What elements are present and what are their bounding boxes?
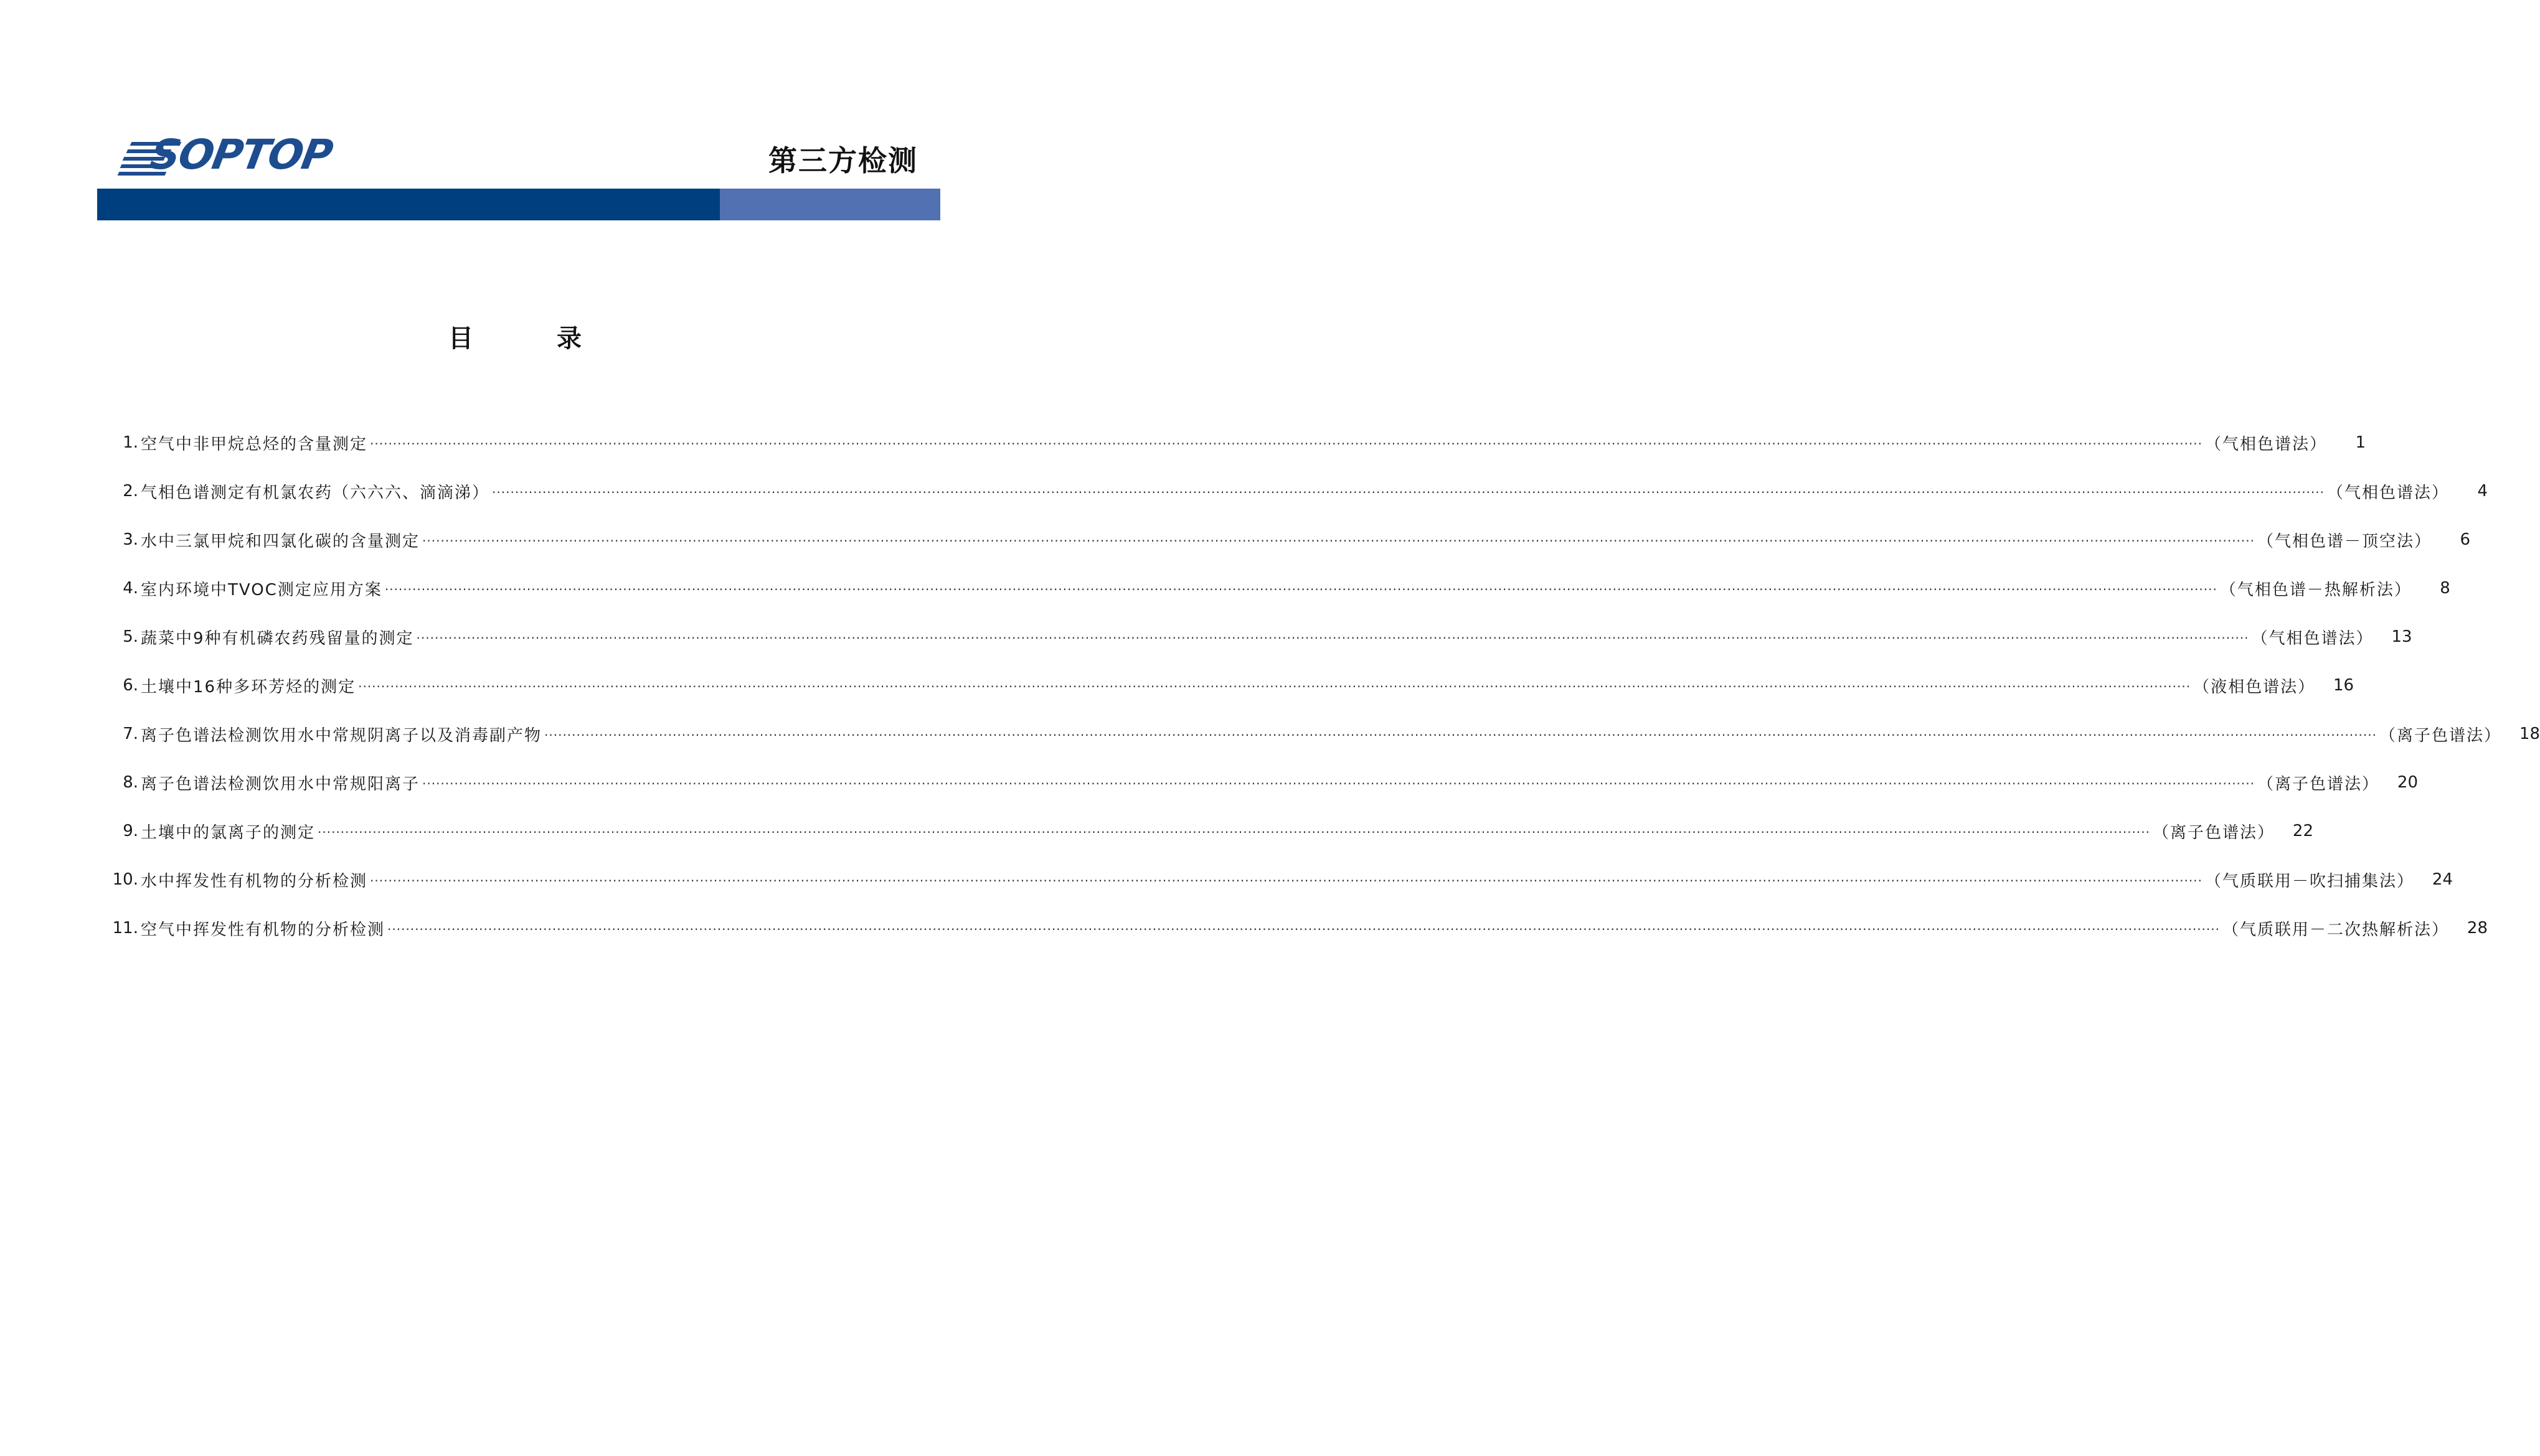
toc-entry-method: （气相色谱法）: [2251, 629, 2374, 648]
toc-entry[interactable]: [100, 515, 2470, 564]
toc-entry-method: （离子色谱法）: [2152, 823, 2275, 842]
toc-entry-method: （气相色谱－顶空法）: [2257, 532, 2432, 551]
toc-entry-number: 9.: [123, 822, 138, 840]
header-bar-dark: [97, 189, 720, 220]
toc-dot-leader: ················································································································································································································································································································································································································: [544, 728, 2377, 743]
toc-entry[interactable]: [100, 807, 2313, 855]
toc-entry-title: 室内环境中TVOC测定应用方案: [141, 580, 382, 599]
toc-entry-number: 2.: [123, 482, 138, 500]
toc-entry-method: （气质联用－吹扫捕集法）: [2204, 871, 2414, 891]
toc-entry-title: 水中挥发性有机物的分析检测: [141, 871, 368, 891]
toc-dot-leader: ················································································································································································································································································································································································································: [358, 679, 2191, 694]
toc-title: 目 录: [448, 324, 619, 353]
toc-entry-title: 气相色谱测定有机氯农药（六六六、滴滴涕）: [141, 483, 490, 502]
toc-entry-number: 6.: [123, 676, 138, 695]
toc-entry-method: （离子色谱法）: [2257, 774, 2379, 794]
toc-entry-number: 5.: [123, 627, 138, 646]
toc-entry-page: 22: [2292, 822, 2313, 840]
toc-entry-number: 11.: [112, 919, 138, 937]
toc-entry-title: 离子色谱法检测饮用水中常规阳离子: [141, 774, 420, 794]
toc-dot-leader: ················································································································································································································································································································································································································: [387, 922, 2220, 937]
toc-entry[interactable]: [100, 710, 2540, 758]
company-logo: [118, 131, 336, 179]
toc-dot-leader: ················································································································································································································································································································································································································: [384, 582, 2217, 597]
toc-entry-title: 空气中挥发性有机物的分析检测: [141, 920, 385, 939]
table-of-contents: [100, 418, 2540, 952]
toc-entry-page: 13: [2391, 627, 2412, 646]
toc-entry-page: 24: [2432, 870, 2453, 889]
toc-dot-leader: ················································································································································································································································································································································································································: [370, 873, 2202, 888]
toc-dot-leader: ················································································································································································································································································································································································································: [370, 436, 2202, 451]
toc-entry[interactable]: [100, 613, 2412, 661]
toc-entry-page: 8: [2440, 579, 2450, 598]
toc-entry-method: （气相色谱法）: [2204, 434, 2327, 454]
toc-entry-title: 土壤中16种多环芳烃的测定: [141, 677, 356, 697]
toc-entry-number: 1.: [123, 433, 138, 452]
toc-entry-number: 7.: [123, 725, 138, 743]
toc-entry-title: 空气中非甲烷总烃的含量测定: [141, 434, 368, 454]
toc-entry[interactable]: [100, 855, 2453, 904]
toc-entry-page: 28: [2467, 919, 2488, 937]
toc-entry-page: 18: [2519, 725, 2540, 743]
toc-entry[interactable]: [100, 904, 2488, 952]
toc-entry-number: 8.: [123, 773, 138, 792]
toc-entry-title: 蔬菜中9种有机磷农药残留量的测定: [141, 629, 414, 648]
toc-entry-method: （气相色谱法）: [2326, 483, 2449, 502]
toc-dot-leader: ················································································································································································································································································································································································································: [318, 825, 2150, 840]
toc-entry-method: （液相色谱法）: [2193, 677, 2316, 697]
toc-dot-leader: ················································································································································································································································································································································································································: [422, 533, 2255, 548]
toc-dot-leader: ················································································································································································································································································································································································································: [422, 776, 2255, 791]
toc-entry[interactable]: [100, 661, 2354, 710]
toc-entry-page: 1: [2355, 433, 2366, 452]
toc-entry-title: 土壤中的氯离子的测定: [141, 823, 316, 842]
toc-entry[interactable]: [100, 564, 2450, 613]
toc-entry-page: 6: [2460, 530, 2470, 549]
toc-entry-method: （气质联用－二次热解析法）: [2222, 920, 2449, 939]
header-bar-light: [720, 189, 940, 220]
toc-entry-method: （离子色谱法）: [2379, 726, 2501, 745]
header-bar: [97, 189, 940, 220]
toc-entry-number: 4.: [123, 579, 138, 598]
toc-entry-page: 20: [2397, 773, 2418, 792]
toc-entry-method: （气相色谱－热解析法）: [2219, 580, 2412, 599]
logo-wordmark: SOPTOP: [146, 131, 336, 179]
toc-entry[interactable]: [100, 758, 2418, 807]
toc-dot-leader: ················································································································································································································································································································································································································: [492, 485, 2325, 500]
toc-dot-leader: ················································································································································································································································································································································································································: [416, 631, 2249, 646]
header-title: 第三方检测: [768, 144, 918, 177]
toc-entry-page: 16: [2333, 676, 2354, 695]
toc-entry[interactable]: [100, 467, 2488, 515]
toc-entry-title: 离子色谱法检测饮用水中常规阴离子以及消毒副产物: [141, 726, 542, 745]
toc-entry-title: 水中三氯甲烷和四氯化碳的含量测定: [141, 532, 420, 551]
toc-entry-page: 4: [2477, 482, 2488, 500]
toc-entry-number: 10.: [112, 870, 138, 889]
toc-entry-number: 3.: [123, 530, 138, 549]
toc-entry[interactable]: [100, 418, 2366, 467]
